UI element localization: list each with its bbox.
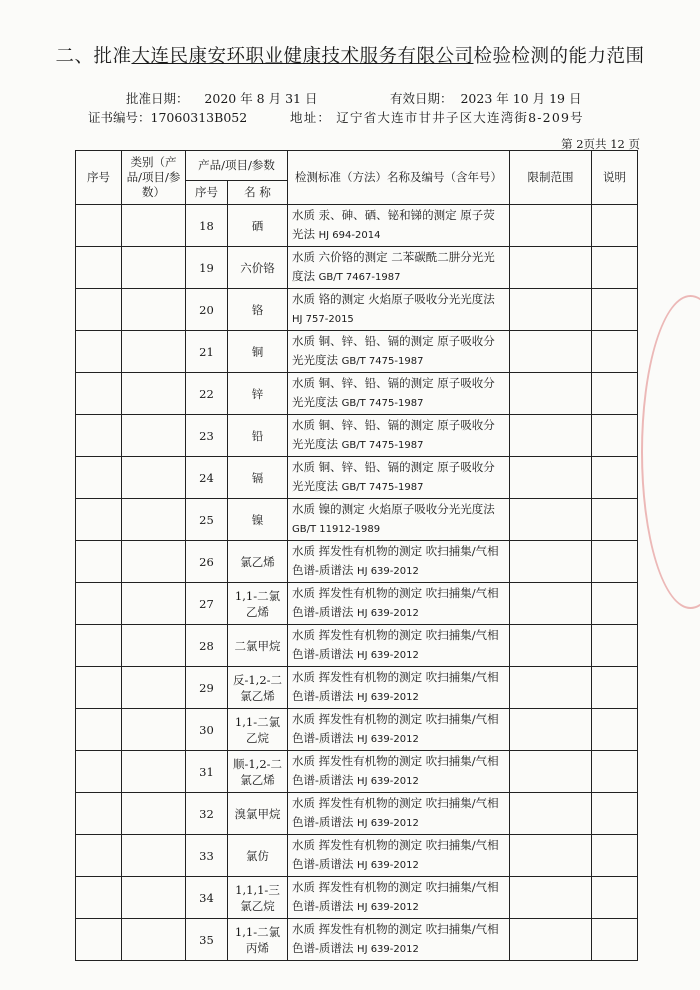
- table-body: [76, 205, 638, 961]
- address: [290, 108, 584, 126]
- header-seq: 序号: [76, 151, 122, 205]
- table-row: [76, 919, 638, 961]
- row-category: [122, 751, 186, 793]
- note-cell: [592, 541, 638, 583]
- limit-cell: [510, 331, 592, 373]
- item-number: 18: [186, 205, 228, 247]
- note-cell: [592, 289, 638, 331]
- item-number: 31: [186, 751, 228, 793]
- item-name: 1,1,1-三氯乙烷: [228, 877, 288, 919]
- table-row: [76, 373, 638, 415]
- row-seq: [76, 247, 122, 289]
- limit-cell: [510, 541, 592, 583]
- table-row: [76, 835, 638, 877]
- row-seq: [76, 877, 122, 919]
- table-row: [76, 331, 638, 373]
- standard-name: 水质 挥发性有机物的测定 吹扫捕集/气相色谱-质谱法: [292, 544, 499, 577]
- row-category: [122, 793, 186, 835]
- row-category: [122, 835, 186, 877]
- standard-name: 水质 挥发性有机物的测定 吹扫捕集/气相色谱-质谱法: [292, 922, 499, 955]
- standard-name: 水质 镍的测定 火焰原子吸收分光光度法: [292, 502, 495, 516]
- note-cell: [592, 247, 638, 289]
- item-name: 氯仿: [228, 835, 288, 877]
- item-number: 30: [186, 709, 228, 751]
- standard-name: 水质 挥发性有机物的测定 吹扫捕集/气相色谱-质谱法: [292, 838, 499, 871]
- standard-cell: [288, 457, 510, 499]
- limit-cell: [510, 835, 592, 877]
- standard-cell: [288, 919, 510, 961]
- header-product-name: 名 称: [228, 181, 288, 205]
- standard-name: 水质 挥发性有机物的测定 吹扫捕集/气相色谱-质谱法: [292, 754, 499, 787]
- limit-cell: [510, 877, 592, 919]
- table-row: [76, 625, 638, 667]
- header-product-seq: 序号: [186, 181, 228, 205]
- standard-name: 水质 汞、砷、硒、铋和锑的测定 原子荧光法: [292, 208, 495, 241]
- item-number: 35: [186, 919, 228, 961]
- row-category: [122, 625, 186, 667]
- standard-name: 水质 挥发性有机物的测定 吹扫捕集/气相色谱-质谱法: [292, 670, 499, 703]
- limit-cell: [510, 709, 592, 751]
- limit-cell: [510, 289, 592, 331]
- standard-cell: [288, 373, 510, 415]
- item-number: 32: [186, 793, 228, 835]
- item-number: 26: [186, 541, 228, 583]
- standard-cell: [288, 667, 510, 709]
- approval-date-label: 批准日期：: [126, 91, 189, 106]
- row-seq: [76, 835, 122, 877]
- limit-cell: [510, 499, 592, 541]
- limit-cell: [510, 373, 592, 415]
- standard-code: HJ 639-2012: [357, 860, 419, 871]
- standard-cell: [288, 247, 510, 289]
- row-seq: [76, 919, 122, 961]
- table-row: [76, 457, 638, 499]
- row-category: [122, 205, 186, 247]
- row-seq: [76, 205, 122, 247]
- row-seq: [76, 457, 122, 499]
- note-cell: [592, 457, 638, 499]
- item-name: 氯乙烯: [228, 541, 288, 583]
- item-number: 24: [186, 457, 228, 499]
- row-seq: [76, 541, 122, 583]
- table-row: [76, 289, 638, 331]
- row-category: [122, 541, 186, 583]
- table-row: [76, 499, 638, 541]
- table-row: [76, 247, 638, 289]
- item-name: 顺-1,2-二氯乙烯: [228, 751, 288, 793]
- row-seq: [76, 751, 122, 793]
- standard-name: 水质 挥发性有机物的测定 吹扫捕集/气相色谱-质谱法: [292, 628, 499, 661]
- item-number: 23: [186, 415, 228, 457]
- table-row: [76, 751, 638, 793]
- item-name: 镉: [228, 457, 288, 499]
- address-value: 辽宁省大连市甘井子区大连湾街8-209号: [336, 110, 584, 125]
- row-category: [122, 415, 186, 457]
- standard-code: HJ 639-2012: [357, 608, 419, 619]
- note-cell: [592, 877, 638, 919]
- item-name: 硒: [228, 205, 288, 247]
- table-row: [76, 793, 638, 835]
- item-name: 锌: [228, 373, 288, 415]
- table-row: [76, 583, 638, 625]
- standard-name: 水质 铜、锌、铅、镉的测定 原子吸收分光光度法: [292, 418, 495, 451]
- row-category: [122, 373, 186, 415]
- capability-table: [75, 150, 638, 961]
- standard-name: 水质 铜、锌、铅、镉的测定 原子吸收分光光度法: [292, 334, 495, 367]
- standard-cell: [288, 793, 510, 835]
- page-info: 第 2页共 12 页: [561, 137, 640, 151]
- item-name: 1,1-二氯乙烷: [228, 709, 288, 751]
- cert-number: [88, 108, 247, 126]
- standard-cell: [288, 415, 510, 457]
- item-number: 21: [186, 331, 228, 373]
- standard-code: HJ 639-2012: [357, 566, 419, 577]
- standard-cell: [288, 625, 510, 667]
- item-name: 铜: [228, 331, 288, 373]
- header-standard: 检测标准（方法）名称及编号（含年号）: [288, 151, 510, 205]
- standard-cell: [288, 331, 510, 373]
- standard-code: HJ 639-2012: [357, 734, 419, 745]
- standard-name: 水质 铜、锌、铅、镉的测定 原子吸收分光光度法: [292, 376, 495, 409]
- table-row: [76, 877, 638, 919]
- item-name: 镍: [228, 499, 288, 541]
- table-row: [76, 541, 638, 583]
- row-category: [122, 919, 186, 961]
- standard-cell: [288, 289, 510, 331]
- item-number: 34: [186, 877, 228, 919]
- standard-code: HJ 639-2012: [357, 944, 419, 955]
- note-cell: [592, 835, 638, 877]
- item-name: 六价铬: [228, 247, 288, 289]
- item-name: 铅: [228, 415, 288, 457]
- standard-cell: [288, 709, 510, 751]
- row-seq: [76, 709, 122, 751]
- title-suffix: 检验检测的能力范围: [473, 46, 645, 67]
- standard-code: HJ 639-2012: [357, 650, 419, 661]
- note-cell: [592, 331, 638, 373]
- standard-cell: [288, 751, 510, 793]
- item-number: 20: [186, 289, 228, 331]
- standard-code: GB/T 7475-1987: [341, 356, 424, 367]
- standard-code: HJ 639-2012: [357, 818, 419, 829]
- limit-cell: [510, 247, 592, 289]
- note-cell: [592, 793, 638, 835]
- row-seq: [76, 625, 122, 667]
- cert-label: 证书编号：: [88, 110, 151, 125]
- standard-cell: [288, 541, 510, 583]
- item-name: 1,1-二氯丙烯: [228, 919, 288, 961]
- standard-name: 水质 六价铬的测定 二苯碳酰二肼分光光度法: [292, 250, 495, 283]
- approval-date: [126, 89, 317, 107]
- standard-code: HJ 639-2012: [357, 902, 419, 913]
- item-name: 二氯甲烷: [228, 625, 288, 667]
- seal-stamp: [641, 295, 700, 609]
- limit-cell: [510, 625, 592, 667]
- header-product: 产品/项目/参数: [186, 151, 288, 181]
- row-seq: [76, 667, 122, 709]
- standard-cell: [288, 835, 510, 877]
- item-name: 溴氯甲烷: [228, 793, 288, 835]
- limit-cell: [510, 205, 592, 247]
- item-number: 33: [186, 835, 228, 877]
- note-cell: [592, 499, 638, 541]
- standard-code: HJ 694-2014: [318, 230, 381, 241]
- table-row: [76, 205, 638, 247]
- row-seq: [76, 289, 122, 331]
- row-category: [122, 247, 186, 289]
- standard-name: 水质 挥发性有机物的测定 吹扫捕集/气相色谱-质谱法: [292, 796, 499, 829]
- row-category: [122, 877, 186, 919]
- header-limit: 限制范围: [510, 151, 592, 205]
- title-org: 大连民康安环职业健康技术服务有限公司: [131, 46, 474, 67]
- note-cell: [592, 583, 638, 625]
- valid-date: [390, 89, 581, 107]
- note-cell: [592, 751, 638, 793]
- limit-cell: [510, 793, 592, 835]
- standard-name: 水质 铜、锌、铅、镉的测定 原子吸收分光光度法: [292, 460, 495, 493]
- table-row: [76, 709, 638, 751]
- standard-name: 水质 挥发性有机物的测定 吹扫捕集/气相色谱-质谱法: [292, 880, 499, 913]
- address-label: 地址：: [290, 110, 332, 125]
- row-seq: [76, 415, 122, 457]
- row-category: [122, 667, 186, 709]
- item-name: 反-1,2-二氯乙烯: [228, 667, 288, 709]
- row-seq: [76, 793, 122, 835]
- item-name: 铬: [228, 289, 288, 331]
- note-cell: [592, 709, 638, 751]
- item-number: 27: [186, 583, 228, 625]
- standard-code: GB/T 7475-1987: [341, 482, 424, 493]
- cert-value: 17060313B052: [150, 110, 248, 125]
- limit-cell: [510, 583, 592, 625]
- valid-date-value: 2023 年 10 月 19 日: [460, 91, 582, 106]
- row-category: [122, 499, 186, 541]
- item-number: 22: [186, 373, 228, 415]
- standard-cell: [288, 205, 510, 247]
- limit-cell: [510, 457, 592, 499]
- note-cell: [592, 373, 638, 415]
- standard-name: 水质 铬的测定 火焰原子吸收分光光度法: [292, 292, 495, 306]
- standard-code: HJ 639-2012: [357, 692, 419, 703]
- row-seq: [76, 499, 122, 541]
- table-row: [76, 415, 638, 457]
- approval-date-value: 2020 年 8 月 31 日: [204, 91, 318, 106]
- page-title: [0, 42, 700, 68]
- standard-cell: [288, 583, 510, 625]
- row-seq: [76, 583, 122, 625]
- item-name: 1,1-二氯乙烯: [228, 583, 288, 625]
- limit-cell: [510, 415, 592, 457]
- limit-cell: [510, 751, 592, 793]
- standard-cell: [288, 499, 510, 541]
- row-category: [122, 709, 186, 751]
- valid-date-label: 有效日期：: [390, 91, 453, 106]
- standard-code: HJ 639-2012: [357, 776, 419, 787]
- standard-code: GB/T 7475-1987: [341, 398, 424, 409]
- note-cell: [592, 667, 638, 709]
- note-cell: [592, 919, 638, 961]
- row-seq: [76, 331, 122, 373]
- note-cell: [592, 625, 638, 667]
- table-row: [76, 667, 638, 709]
- note-cell: [592, 205, 638, 247]
- item-number: 25: [186, 499, 228, 541]
- header-category: 类别（产品/项目/参数）: [122, 151, 186, 205]
- standard-code: GB/T 7467-1987: [318, 272, 401, 283]
- header-note: 说明: [592, 151, 638, 205]
- limit-cell: [510, 919, 592, 961]
- standard-code: GB/T 11912-1989: [292, 524, 381, 535]
- item-number: 29: [186, 667, 228, 709]
- row-category: [122, 331, 186, 373]
- standard-name: 水质 挥发性有机物的测定 吹扫捕集/气相色谱-质谱法: [292, 586, 499, 619]
- row-category: [122, 583, 186, 625]
- standard-code: HJ 757-2015: [292, 314, 354, 325]
- item-number: 28: [186, 625, 228, 667]
- item-number: 19: [186, 247, 228, 289]
- row-category: [122, 457, 186, 499]
- standard-cell: [288, 877, 510, 919]
- row-seq: [76, 373, 122, 415]
- standard-code: GB/T 7475-1987: [341, 440, 424, 451]
- limit-cell: [510, 667, 592, 709]
- standard-name: 水质 挥发性有机物的测定 吹扫捕集/气相色谱-质谱法: [292, 712, 499, 745]
- title-prefix: 二、批准: [55, 46, 132, 67]
- row-category: [122, 289, 186, 331]
- note-cell: [592, 415, 638, 457]
